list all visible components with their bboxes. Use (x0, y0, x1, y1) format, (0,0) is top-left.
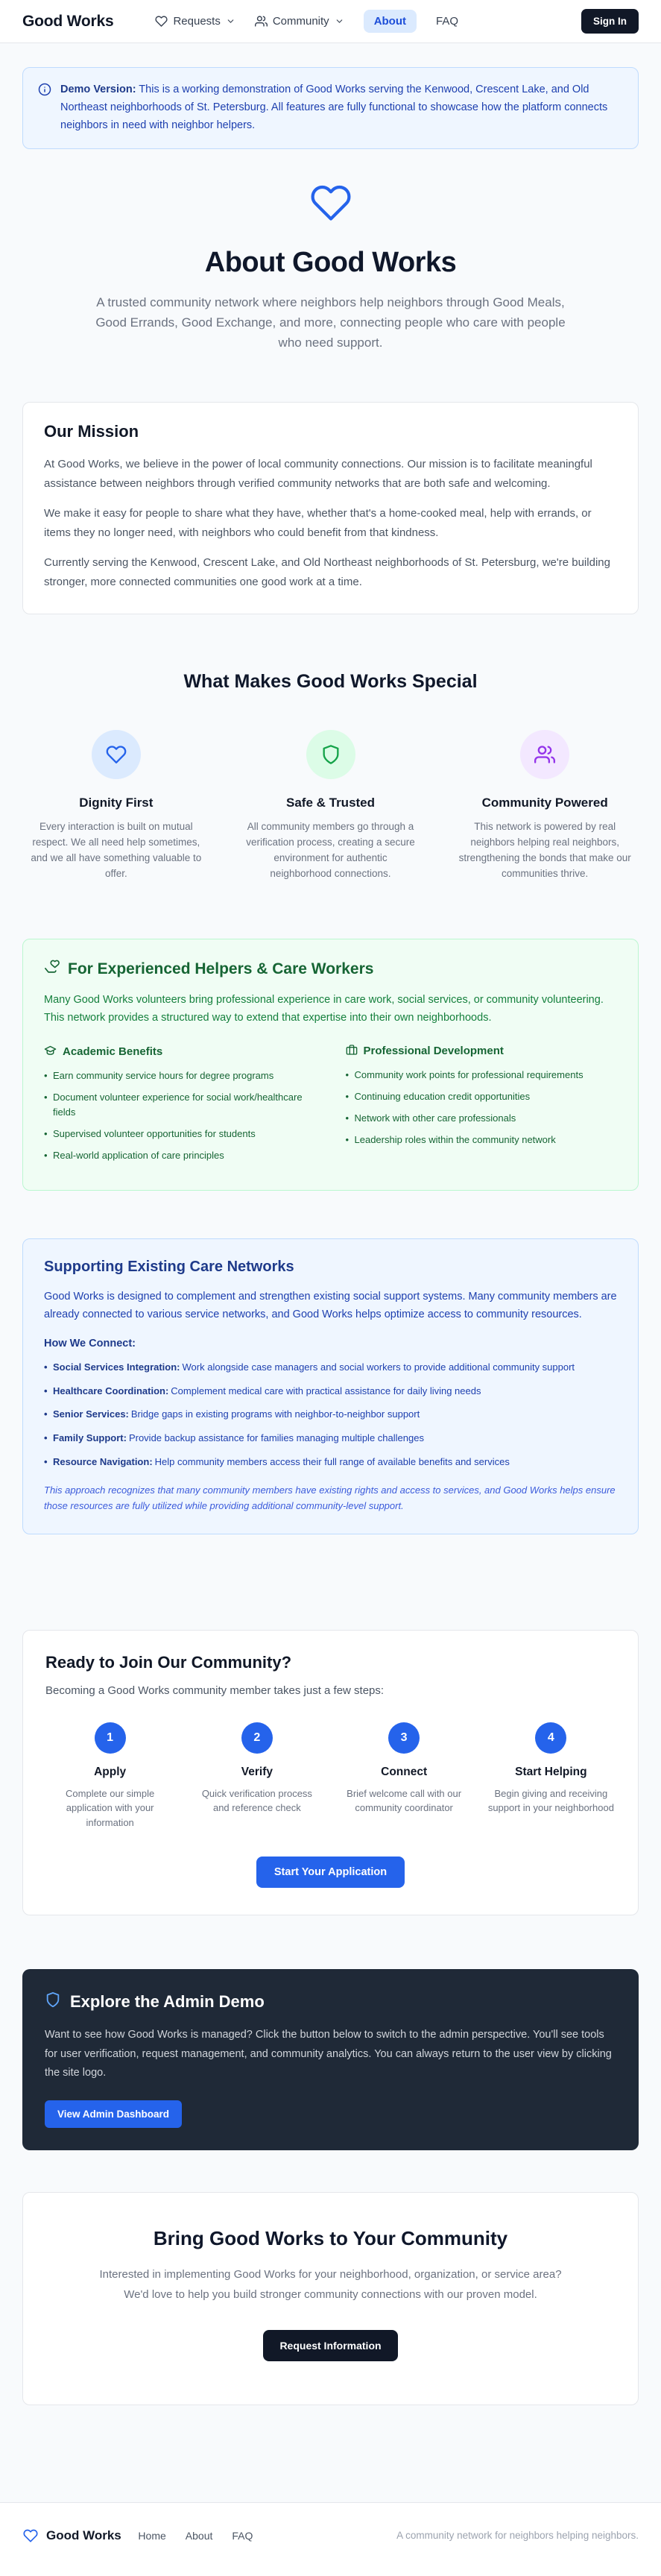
main-nav (155, 10, 458, 33)
helpers-title-row (44, 959, 617, 980)
shield-icon (45, 1991, 61, 2012)
info-icon (38, 83, 51, 135)
column-title: Professional Development (363, 1045, 504, 1058)
academic-benefits-list (44, 1068, 316, 1164)
nav-community-label: Community (272, 15, 329, 28)
professional-development-list (346, 1068, 618, 1148)
step-number-badge: 4 (535, 1722, 566, 1754)
list-item-text: Work alongside case managers and social workers to provide additional community support (182, 1361, 575, 1373)
step-title: Verify (241, 1765, 273, 1778)
step-number-badge: 2 (241, 1722, 273, 1754)
top-navigation-bar (0, 0, 661, 43)
bring-text (70, 2265, 592, 2305)
networks-list (44, 1360, 617, 1470)
nav-requests-label: Requests (173, 15, 221, 28)
nav-requests[interactable] (155, 15, 235, 28)
step-title: Connect (381, 1765, 428, 1778)
admin-title: Explore the Admin Demo (70, 1992, 265, 2012)
demo-banner-body: This is a working demonstration of Good Works serving the Kenwood, Crescent Lake, and Old Northeast neighborhoods of St. Petersburg. All features are fully functional to showcase how the platform connects neighbors in need with neighbor helpers. (60, 84, 608, 131)
academic-benefits-column (44, 1044, 316, 1171)
step-text: Complete our simple application with your information (66, 1787, 155, 1828)
feature-text: This network is powered by real neighbors helping real neighbors, strengthening the bonds that make our communities thrive. (458, 821, 631, 880)
step-apply (45, 1722, 174, 1830)
feature-title: Dignity First (79, 796, 154, 810)
footer-logo-text: Good Works (46, 2528, 121, 2542)
heart-icon (155, 15, 168, 28)
demo-banner-text (60, 81, 623, 135)
feature-text: Every interaction is built on mutual respect. We all need help sometimes, and we all have something valuable to offer. (31, 821, 202, 880)
list-item: • Leadership roles within the community network (346, 1133, 618, 1147)
users-icon (520, 730, 569, 779)
mission-paragraph: Currently serving the Kenwood, Crescent Lake, and Old Northeast neighborhoods of St. Petersburg, we're building stronger, more connected communities one good work at a time. (44, 556, 610, 588)
nav-faq[interactable]: FAQ (436, 15, 459, 28)
briefcase-icon (346, 1044, 358, 1059)
step-connect (340, 1722, 469, 1830)
footer-link-faq[interactable]: FAQ (232, 2529, 253, 2542)
join-steps (45, 1722, 616, 1830)
networks-intro: Good Works is designed to complement and strengthen existing social support systems. Many community members are already connected to various service networks, and Good Works helps optimize access to community resources. (44, 1290, 617, 1321)
footer-link-about[interactable]: About (185, 2529, 213, 2542)
mission-paragraph: We make it easy for people to share what they have, whether that's a home-cooked meal, help with errands, or items they no longer need, with neighbors who could benefit from that kindness. (44, 507, 592, 539)
feature-safe-trusted (237, 730, 425, 882)
feature-title: Community Powered (481, 796, 608, 810)
heart-icon (92, 730, 141, 779)
list-item-label: Resource Navigation: (53, 1456, 153, 1468)
step-text: Begin giving and receiving support in your neighborhood (487, 1787, 614, 1814)
site-logo[interactable]: Good Works (22, 12, 114, 30)
list-item-label: Family Support: (53, 1432, 127, 1444)
list-item-label: Healthcare Coordination: (53, 1385, 169, 1396)
step-text: Quick verification process and reference check (201, 1787, 312, 1814)
list-item (44, 1384, 617, 1399)
admin-title-row (45, 1991, 616, 2012)
nav-about-active[interactable]: About (364, 10, 417, 33)
list-item: • Supervised volunteer opportunities for students (44, 1127, 316, 1141)
networks-title: Supporting Existing Care Networks (44, 1258, 294, 1275)
step-start-helping (487, 1722, 616, 1830)
list-item (44, 1455, 617, 1470)
feature-dignity-first (22, 730, 210, 882)
column-title: Academic Benefits (63, 1045, 163, 1058)
list-item-text: Help community members access their full range of available benefits and services (154, 1456, 510, 1468)
join-intro: Becoming a Good Works community member takes just a few steps: (45, 1684, 385, 1697)
users-icon (255, 15, 268, 28)
special-section-title: What Makes Good Works Special (183, 671, 478, 693)
site-footer (0, 2502, 661, 2576)
hero-section (22, 182, 639, 353)
feature-title: Safe & Trusted (285, 796, 376, 810)
helpers-section (22, 939, 639, 1191)
list-item-text: Provide backup assistance for families managing multiple challenges (128, 1432, 424, 1444)
helpers-columns (44, 1044, 617, 1171)
list-item: • Community work points for professional requirements (346, 1068, 618, 1083)
list-item (44, 1431, 617, 1446)
footer-links (138, 2530, 253, 2542)
join-section (22, 1630, 639, 1916)
list-item: • Continuing education credit opportunities (346, 1089, 618, 1104)
feature-text: All community members go through a verification process, creating a secure environment for authentic neighborhood connections. (246, 821, 415, 880)
mission-paragraph: At Good Works, we believe in the power of local community connections. Our mission is to facilitate meaningful assistance between neighbors through verified community networks that are both safe and welcoming. (44, 458, 592, 490)
chevron-down-icon (335, 16, 344, 26)
join-title: Ready to Join Our Community? (45, 1652, 292, 1672)
shield-icon (306, 730, 355, 779)
care-networks-section (22, 1238, 639, 1534)
helpers-title: For Experienced Helpers & Care Workers (68, 960, 374, 978)
feature-grid (22, 730, 639, 882)
bring-section (22, 2192, 639, 2405)
networks-footnote: This approach recognizes that many community members have existing rights and access to services, and Good Works helps ensure those resources are fully utilized while providing additional community-level support. (44, 1484, 616, 1512)
feature-community-powered (451, 730, 639, 882)
mission-card (22, 402, 639, 614)
mission-title: Our Mission (44, 422, 139, 441)
demo-banner-bold: Demo Version: (60, 84, 136, 95)
footer-link-home[interactable]: Home (138, 2529, 166, 2542)
footer-tagline: A community network for neighbors helping neighbors. (396, 2530, 639, 2542)
list-item (44, 1360, 617, 1376)
professional-development-column (346, 1044, 618, 1171)
heart-icon (22, 2528, 39, 2543)
admin-demo-section (22, 1969, 639, 2150)
list-item-text: Complement medical care with practical assistance for daily living needs (171, 1385, 481, 1396)
step-number-badge: 1 (95, 1722, 126, 1754)
bring-line-1: Interested in implementing Good Works for your neighborhood, organization, or service area? (99, 2268, 562, 2281)
bring-line-2: We'd love to help you build stronger community connections with our proven model. (124, 2287, 537, 2301)
graduation-cap-icon (44, 1044, 57, 1059)
list-item: • Document volunteer experience for social work/healthcare fields (44, 1090, 316, 1120)
request-information-button[interactable]: Request Information (263, 2330, 397, 2361)
page-subtitle: A trusted community network where neighbors help neighbors through Good Meals, Good Errands, Good Exchange, and more, connecting people who care with people who need support. (95, 295, 566, 350)
footer-brand[interactable] (22, 2528, 121, 2543)
list-item (44, 1407, 617, 1423)
hero-heart-icon (22, 182, 639, 227)
list-item: • Earn community service hours for degree programs (44, 1068, 316, 1083)
nav-community[interactable] (255, 15, 344, 28)
start-application-button[interactable]: Start Your Application (256, 1857, 405, 1888)
admin-text: Want to see how Good Works is managed? Click the button below to switch to the admin perspective. You'll see tools for user verification, request management, and community analytics. You can always return to the user view by clicking the site logo. (45, 2029, 612, 2079)
sign-in-button[interactable]: Sign In (581, 9, 639, 34)
step-text: Brief welcome call with our community coordinator (347, 1787, 462, 1814)
list-item: • Network with other care professionals (346, 1111, 618, 1126)
list-item-label: Senior Services: (53, 1408, 129, 1420)
list-item-label: Social Services Integration: (53, 1361, 180, 1373)
list-item: • Real-world application of care principles (44, 1148, 316, 1163)
page-title: About Good Works (204, 246, 457, 278)
networks-subheading: How We Connect: (44, 1337, 136, 1350)
helpers-intro: Many Good Works volunteers bring professional experience in care work, social services, or community volunteering. This network provides a structured way to extend that expertise into their own neighborhoods. (44, 994, 604, 1024)
hand-heart-icon (44, 959, 60, 980)
bring-title: Bring Good Works to Your Community (153, 2227, 508, 2250)
step-title: Apply (94, 1765, 127, 1778)
view-admin-dashboard-button[interactable]: View Admin Dashboard (45, 2100, 182, 2128)
list-item-text: Bridge gaps in existing programs with neighbor-to-neighbor support (130, 1408, 420, 1420)
step-number-badge: 3 (388, 1722, 420, 1754)
step-verify (192, 1722, 321, 1830)
demo-version-banner (22, 67, 639, 149)
chevron-down-icon (226, 16, 235, 26)
step-title: Start Helping (515, 1765, 587, 1778)
